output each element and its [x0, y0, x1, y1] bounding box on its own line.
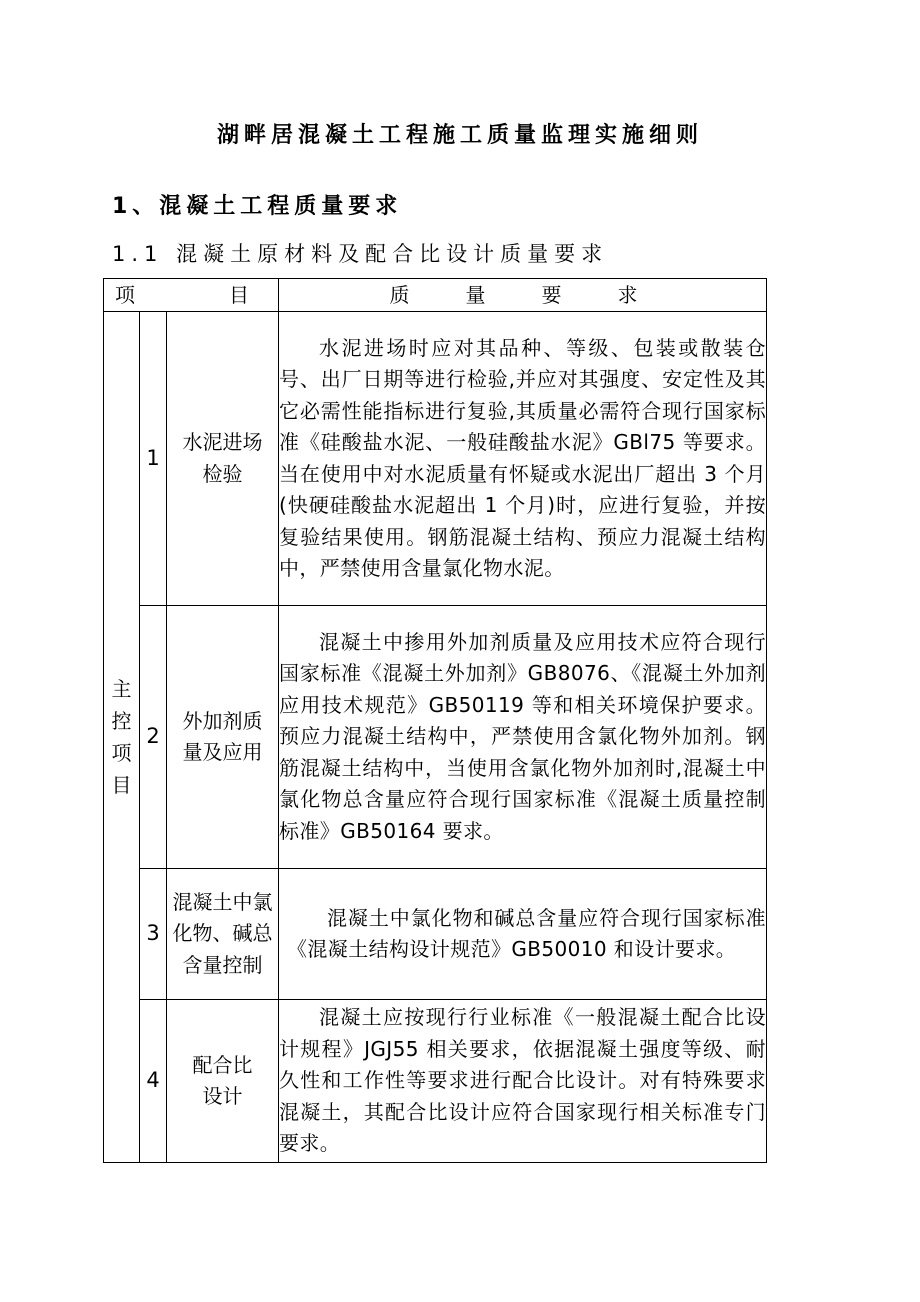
row-number: 4 — [140, 1000, 167, 1163]
row-requirement — [279, 606, 767, 869]
row-item-name — [167, 312, 279, 606]
requirement-text: 混凝土应按现行行业标准《一般混凝土配合比设计规程》JGJ55 相关要求，依据混凝土强度等级、耐久性和工作性等要求进行配合比设计。对有特殊要求混凝土，其配合比设计应符合国家现行相关标准专门要求。 — [279, 1005, 766, 1156]
table-row — [104, 1000, 767, 1163]
table-row — [104, 312, 767, 606]
table-row — [104, 606, 767, 869]
group-label-cell — [104, 312, 140, 1163]
row-item-name — [167, 869, 279, 1000]
section-heading: 1、混凝土工程质量要求 — [112, 194, 403, 219]
requirement-text: 水泥进场时应对其品种、等级、包装或散装仓号、出厂日期等进行检验,并应对其强度、安定性及其它必需性能指标进行复验,其质量必需符合现行国家标准《硅酸盐水泥、一般硅酸盐水泥》GBl75 等要求。当在使用中对水泥质量有怀疑或水泥出厂超出 3 个月(快硬硅酸盐水泥超出 1 个月)时，应进行复验，并按复验结果使用。钢筋混凝土结构、预应力混凝土结构中，严禁使用含量氯化物水泥。 — [279, 335, 766, 580]
header-item: 项 目 — [104, 279, 279, 312]
row-item-name-text: 外加剂质量及应用 — [182, 708, 263, 764]
row-item-name-text: 水泥进场检验 — [182, 430, 263, 486]
row-number: 1 — [140, 312, 167, 606]
row-requirement — [279, 869, 767, 1000]
row-requirement — [279, 312, 767, 606]
row-number: 2 — [140, 606, 167, 869]
table-row — [104, 869, 767, 1000]
group-label: 主控项目 — [111, 677, 132, 797]
requirement-text: 混凝土中掺用外加剂质量及应用技术应符合现行国家标准《混凝土外加剂》GB8076、《混凝土外加剂应用技术规范》GB50119 等和相关环境保护要求。预应力混凝土结构中，严禁使用含氯化物外加剂。钢筋混凝土结构中，当使用含氯化物外加剂时,混凝土中氯化物总含量应符合现行国家标准《混凝土质量控制标准》GB50164 要求。 — [279, 629, 766, 843]
row-number: 3 — [140, 869, 167, 1000]
document-title: 湖畔居混凝土工程施工质量监理实施细则 — [216, 123, 703, 148]
row-item-name — [167, 606, 279, 869]
subsection-heading: 1.1 混凝土原材料及配合比设计质量要求 — [112, 242, 609, 266]
quality-requirements-table — [103, 278, 767, 1163]
header-requirement: 质 量 要 求 — [279, 279, 767, 312]
row-item-name-text: 混凝土中氯化物、碱总含量控制 — [172, 889, 273, 977]
row-item-name-text: 配合比设计 — [192, 1052, 253, 1108]
row-item-name — [167, 1000, 279, 1163]
requirement-text: 混凝土中氯化物和碱总含量应符合现行国家标准《混凝土结构设计规范》GB50010 和设计要求。 — [287, 905, 766, 961]
table-header-row — [104, 279, 767, 312]
row-requirement — [279, 1000, 767, 1163]
